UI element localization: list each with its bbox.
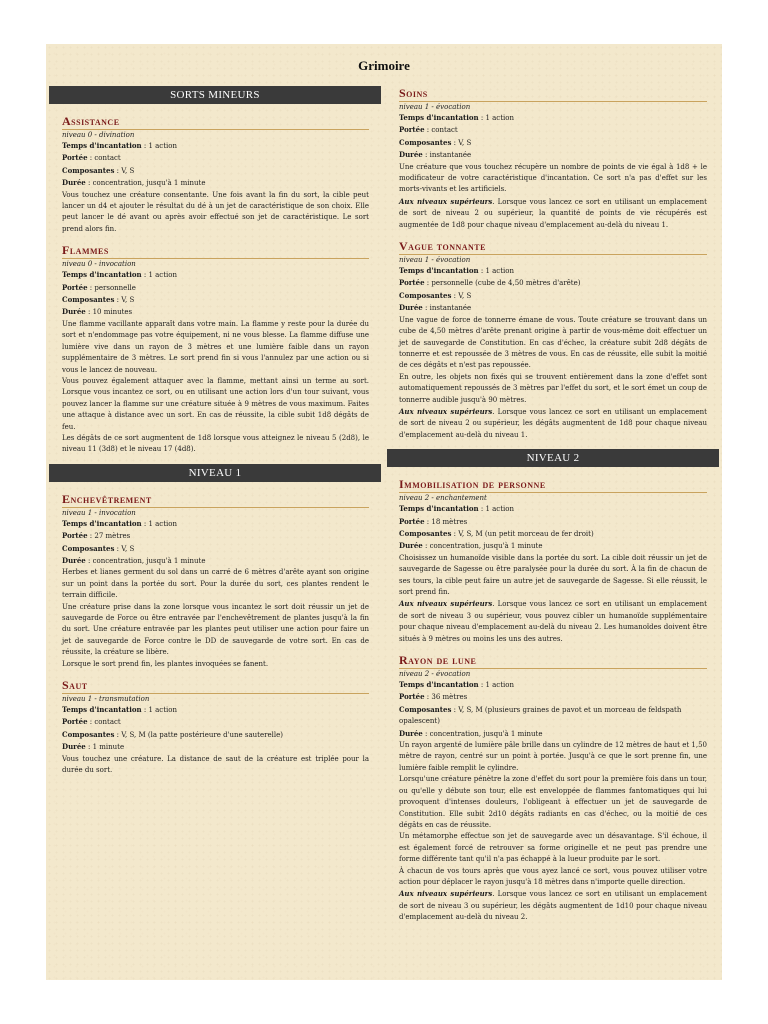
spell-name: Rayon de lune bbox=[399, 653, 707, 669]
casting-time-label: Temps d'incantation bbox=[399, 266, 479, 276]
spell-duration bbox=[399, 540, 707, 552]
components-value: : V, S bbox=[114, 296, 135, 305]
spell-school: niveau 1 - évocation bbox=[399, 256, 471, 265]
range-value: : contact bbox=[87, 718, 121, 727]
right-column bbox=[387, 86, 719, 932]
casting-time-value: : 1 action bbox=[141, 706, 177, 715]
spell-rayon-de-lune bbox=[387, 653, 719, 924]
spell-components bbox=[399, 137, 707, 149]
casting-time-value: : 1 action bbox=[141, 142, 177, 150]
components-label: Composantes bbox=[399, 528, 452, 538]
spell-range bbox=[62, 282, 369, 294]
components-value: : V, S bbox=[451, 291, 472, 300]
spell-duration bbox=[399, 149, 707, 161]
duration-value: : 10 minutes bbox=[85, 308, 133, 317]
spell-range bbox=[62, 716, 369, 728]
duration-label: Durée bbox=[399, 150, 423, 160]
spell-casting-time bbox=[62, 704, 369, 716]
casting-time-value: : 1 action bbox=[478, 505, 514, 514]
duration-label: Durée bbox=[62, 555, 86, 565]
spell-casting-time bbox=[399, 265, 707, 277]
spell-duration bbox=[62, 306, 369, 318]
range-label: Portée bbox=[62, 531, 88, 541]
components-label: Composantes bbox=[399, 137, 452, 147]
spell-duration bbox=[62, 741, 369, 753]
range-value: : personnelle bbox=[87, 283, 136, 292]
casting-time-value: : 1 action bbox=[478, 114, 514, 122]
spell-higher-levels bbox=[399, 598, 707, 645]
spell-components bbox=[62, 729, 369, 741]
spell-casting-time bbox=[62, 140, 369, 152]
range-label: Portée bbox=[62, 717, 88, 727]
higher-levels-label: Aux niveaux supérieurs bbox=[399, 889, 493, 899]
spell-description: Lorsque le sort prend fin, les plantes invoquées se fanent. bbox=[62, 659, 269, 668]
range-label: Portée bbox=[399, 278, 425, 288]
spell-duration bbox=[399, 728, 707, 740]
components-label: Composantes bbox=[399, 290, 452, 300]
casting-time-label: Temps d'incantation bbox=[62, 705, 142, 715]
spell-components bbox=[62, 543, 369, 555]
spell-description: Une flamme vacillante apparaît dans votre main. La flamme y reste pour la durée du sort et n'endommage pas votre équipement, ni ne vous blesse. La flamme diffuse une lumière vive dans un rayon de 3 mètres et une lumière faible dans un rayon supplémentaire de 3 mètres. Le sort prend fin si vous l'annulez par une action ou si vous le lancez de nouveau. bbox=[62, 319, 369, 374]
spell-components bbox=[399, 290, 707, 302]
spell-range bbox=[399, 516, 707, 528]
casting-time-label: Temps d'incantation bbox=[62, 518, 142, 528]
spell-description: À chacun de vos tours après que vous ayez lancé ce sort, vous pouvez utiliser votre action pour déplacer le rayon jusqu'à 18 mètres dans n'importe quelle direction. bbox=[399, 866, 707, 886]
casting-time-label: Temps d'incantation bbox=[399, 680, 479, 690]
casting-time-value: : 1 action bbox=[478, 681, 514, 690]
range-label: Portée bbox=[62, 282, 88, 292]
duration-label: Durée bbox=[62, 178, 86, 188]
components-value: : V, S, M (la patte postérieure d'une sauterelle) bbox=[114, 730, 283, 739]
duration-label: Durée bbox=[399, 541, 423, 551]
spell-school: niveau 2 - enchantement bbox=[399, 494, 487, 503]
range-value: : 18 mètres bbox=[424, 517, 468, 526]
spell-range bbox=[399, 277, 707, 289]
spell-description: Une créature prise dans la zone lorsque vous incantez le sort doit réussir un jet de sauvegarde de Force ou être entravée par l'enchevêtrement de plantes jusqu'à la fin du sort. Une créature entravée par les plantes peut utiliser une action pour faire un jet de sauvegarde de Force contre le DD de sauvegarde de votre sort. En cas de réussite, la créature se libère. bbox=[62, 602, 369, 657]
higher-levels-text: . Lorsque vous lancez ce sort en utilisant un emplacement de sort de niveau 2 ou supérieur, les dégâts augmentent de 1d8 pour chaque niveau d'emplacement au-delà du niveau 1. bbox=[399, 407, 707, 439]
range-label: Portée bbox=[399, 516, 425, 526]
duration-label: Durée bbox=[399, 303, 423, 313]
spell-casting-time bbox=[62, 518, 369, 530]
duration-value: : concentration, jusqu'à 1 minute bbox=[422, 542, 543, 551]
spell-duration bbox=[399, 302, 707, 314]
spell-components bbox=[62, 165, 369, 177]
spell-casting-time bbox=[62, 269, 369, 281]
spell-higher-levels bbox=[399, 406, 707, 441]
spell-description: Une vague de force de tonnerre émane de vous. Toute créature se trouvant dans un cube de 4,50 mètres d'arête prenant origine à partir de vous-même doit effectuer un jet de sauvegarde de Constitution. En cas d'échec, la créature subit 2d8 dégâts de tonnerre et est repoussée de 3 mètres de vous. En cas de réussite, elle subit la moitié de ces dégâts et n'est pas repoussée. bbox=[399, 315, 707, 370]
higher-levels-text: . Lorsque vous lancez ce sort en utilisant un emplacement de sort de niveau 3 ou supérieur, vous pouvez cibler un humanoïde supplémentaire pour chaque niveau d'emplacement au-delà du niveau 2. Les humanoïdes doivent être situés à 9 mètres ou moins les uns des autres. bbox=[399, 600, 707, 643]
spell-description: Choisissez un humanoïde visible dans la portée du sort. La cible doit réussir un jet de sauvegarde de Sagesse ou être paralysée pour la durée du sort. À la fin de chacun de ses tours, la cible peut faire un autre jet de sauvegarde de Sagesse. Si elle réussit, le sort prend fin. bbox=[399, 553, 707, 596]
spell-description: Herbes et lianes germent du sol dans un carré de 6 mètres d'arête ayant son origine sur un point dans la portée du sort. Pour la durée du sort, ces plantes rendent le terrain difficile. bbox=[62, 568, 369, 600]
spell-name: Vague tonnante bbox=[399, 239, 707, 255]
spell-description: Lorsqu'une créature pénètre la zone d'effet du sort pour la première fois dans un tour, ou qu'elle y débute son tour, elle est enveloppée de flammes fantomatiques qui lui provoquent d'intenses douleurs, l'obligeant à effectuer un jet de sauvegarde de Constitution. Elle subit 2d10 dégâts radiants en cas d'échec, ou la moitié de ces dégâts en cas de réussite. bbox=[399, 775, 707, 829]
components-label: Composantes bbox=[62, 543, 115, 553]
section-header-cantrips: SORTS MINEURS bbox=[49, 86, 381, 104]
spell-higher-levels bbox=[399, 196, 707, 231]
spell-soins bbox=[387, 86, 719, 231]
duration-value: : concentration, jusqu'à 1 minute bbox=[422, 729, 543, 738]
casting-time-label: Temps d'incantation bbox=[62, 270, 142, 280]
spell-saut bbox=[49, 678, 381, 776]
spell-range bbox=[62, 530, 369, 542]
duration-label: Durée bbox=[399, 728, 423, 738]
casting-time-label: Temps d'incantation bbox=[399, 113, 479, 122]
casting-time-value: : 1 action bbox=[141, 271, 177, 280]
spell-range bbox=[399, 691, 707, 703]
spell-casting-time bbox=[399, 112, 707, 124]
casting-time-value: : 1 action bbox=[478, 267, 514, 276]
spell-description: En outre, les objets non fixés qui se trouvent entièrement dans la zone d'effet sont automatiquement repoussés de 3 mètres par l'effet du sort, et le sort émet un coup de tonnerre audible jusqu'à 90 mètres. bbox=[399, 372, 707, 404]
higher-levels-label: Aux niveaux supérieurs bbox=[399, 196, 493, 206]
range-label: Portée bbox=[399, 692, 425, 702]
casting-time-value: : 1 action bbox=[141, 519, 177, 528]
spell-duration bbox=[62, 555, 369, 567]
components-label: Composantes bbox=[62, 295, 115, 305]
spell-description: Les dégâts de ce sort augmentent de 1d8 lorsque vous atteignez le niveau 5 (2d8), le niveau 11 (3d8) et le niveau 17 (4d8). bbox=[62, 433, 369, 454]
range-value: : personnelle (cube de 4,50 mètres d'arête) bbox=[424, 279, 581, 288]
components-value: : V, S bbox=[114, 166, 135, 175]
range-label: Portée bbox=[62, 153, 88, 163]
spell-assistance bbox=[49, 114, 381, 235]
spell-components bbox=[62, 294, 369, 306]
spell-name: Soins bbox=[399, 86, 707, 102]
spell-school: niveau 1 - évocation bbox=[399, 103, 471, 111]
range-value: : contact bbox=[87, 154, 121, 163]
components-value: : V, S, M (un petit morceau de fer droit) bbox=[451, 529, 594, 538]
range-value: : 27 mètres bbox=[87, 532, 131, 541]
spell-description: Une créature que vous touchez récupère un nombre de points de vie égal à 1d8 + le modificateur de votre caractéristique d'incantation. Ce sort n'a pas d'effet sur les morts-vivants et les artificiels. bbox=[399, 162, 707, 194]
spell-range bbox=[62, 152, 369, 164]
components-label: Composantes bbox=[399, 704, 452, 714]
section-header-level2: NIVEAU 2 bbox=[387, 449, 719, 467]
duration-value: : concentration, jusqu'à 1 minute bbox=[85, 556, 206, 565]
components-label: Composantes bbox=[62, 165, 115, 175]
spell-name: Saut bbox=[62, 678, 369, 694]
higher-levels-label: Aux niveaux supérieurs bbox=[399, 406, 493, 416]
spell-components bbox=[399, 528, 707, 540]
spell-casting-time bbox=[399, 503, 707, 515]
spell-components bbox=[399, 704, 707, 728]
spell-school: niveau 1 - invocation bbox=[62, 508, 136, 517]
range-value: : contact bbox=[424, 126, 458, 135]
spell-casting-time bbox=[399, 679, 707, 691]
duration-value: : concentration, jusqu'à 1 minute bbox=[85, 179, 206, 188]
components-label: Composantes bbox=[62, 729, 115, 739]
components-value: : V, S bbox=[114, 544, 135, 553]
casting-time-label: Temps d'incantation bbox=[62, 141, 142, 150]
spell-description: Un métamorphe effectue son jet de sauvegarde avec un désavantage. S'il échoue, il est également forcé de retrouver sa forme originelle et ne peut pas prendre une forme différente tant qu'il n'a pas échappé à la lueur produite par le sort. bbox=[399, 832, 707, 864]
spell-immobilisation bbox=[387, 477, 719, 645]
higher-levels-label: Aux niveaux supérieurs bbox=[399, 599, 493, 609]
spell-flammes bbox=[49, 243, 381, 456]
duration-value: : instantanée bbox=[422, 151, 472, 160]
spell-school: niveau 0 - divination bbox=[62, 131, 135, 139]
higher-levels-text: . Lorsque vous lancez ce sort en utilisant un emplacement de sort de niveau 3 ou supérieur, les dégâts augmentent de 1d10 pour chaque niveau d'emplacement au-delà du niveau 2. bbox=[399, 890, 707, 922]
duration-value: : instantanée bbox=[422, 304, 472, 313]
spell-description: Vous touchez une créature consentante. Une fois avant la fin du sort, la cible peut lancer un d4 et ajouter le résultat du dé à un jet de caractéristique de son choix. Elle peut lancer le dé avant ou après avoir effectué son jet de caractéristique. Le sort prend alors fin. bbox=[62, 190, 369, 233]
spell-name: Enchevêtrement bbox=[62, 492, 369, 508]
casting-time-label: Temps d'incantation bbox=[399, 504, 479, 514]
spell-name: Assistance bbox=[62, 114, 369, 130]
spell-description: Vous pouvez également attaquer avec la flamme, mettant ainsi un terme au sort. Lorsque vous incantez ce sort, ou en utilisant une action lors d'un tour suivant, vous pouvez lancer la flamme sur une créature située à 9 mètres de vous maximum. Faites une attaque à distance avec un sort. En cas de réussite, la cible subit 1d8 dégâts de feu. bbox=[62, 376, 369, 431]
spell-description: Un rayon argenté de lumière pâle brille dans un cylindre de 12 mètres de haut et 1,50 mètre de rayon, centré sur un point à portée. Jusqu'à ce que le sort prenne fin, une lumière faible remplit le cylindre. bbox=[399, 741, 707, 772]
spell-vague-tonnante bbox=[387, 239, 719, 441]
grimoire-page bbox=[46, 44, 722, 980]
section-header-level1: NIVEAU 1 bbox=[49, 464, 381, 482]
spell-name: Flammes bbox=[62, 243, 369, 259]
higher-levels-text: . Lorsque vous lancez ce sort en utilisant un emplacement de sort de niveau 2 ou supérieur, la quantité de points de vie récupérés est augmentée de 1d8 pour chaque niveau d'emplacement au-delà du niveau 1. bbox=[399, 197, 707, 229]
spell-school: niveau 2 - évocation bbox=[399, 670, 471, 679]
duration-label: Durée bbox=[62, 307, 86, 317]
page-title: Grimoire bbox=[358, 58, 410, 73]
spell-enchevetrement bbox=[49, 492, 381, 670]
spell-school: niveau 1 - transmutation bbox=[62, 695, 150, 704]
range-value: : 36 mètres bbox=[424, 693, 468, 702]
left-column bbox=[49, 86, 381, 784]
components-value: : V, S, M (plusieurs graines de pavot et un morceau de feldspath opalescent) bbox=[399, 705, 682, 726]
spell-duration bbox=[62, 177, 369, 189]
spell-range bbox=[399, 124, 707, 136]
duration-label: Durée bbox=[62, 742, 86, 752]
spell-school: niveau 0 - invocation bbox=[62, 260, 136, 269]
spell-description: Vous touchez une créature. La distance de saut de la créature est triplée pour la durée du sort. bbox=[62, 754, 369, 775]
duration-value: : 1 minute bbox=[85, 743, 125, 752]
components-value: : V, S bbox=[451, 138, 472, 147]
spell-name: Immobilisation de personne bbox=[399, 477, 707, 493]
range-label: Portée bbox=[399, 125, 425, 135]
spell-higher-levels bbox=[399, 888, 707, 923]
